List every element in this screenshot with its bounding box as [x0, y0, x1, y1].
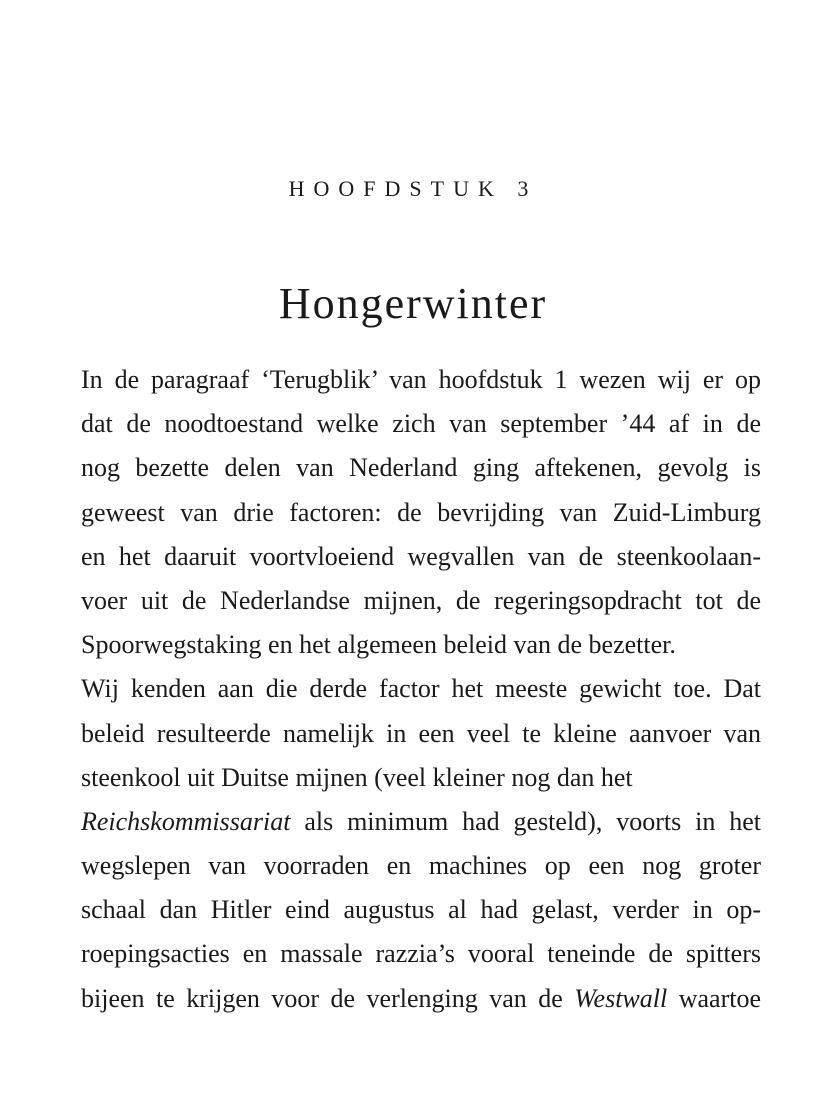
- text-line: en het daaruit voortvloeiend wegvallen van de steenkoolaan-: [81, 541, 761, 571]
- text-line: nog bezette delen van Nederland ging aftekenen, gevolg is: [81, 453, 761, 483]
- line-rest: waartoe: [667, 983, 761, 1013]
- text-line: wegslepen van voorraden en machines op een nog groter: [81, 851, 761, 881]
- body-text: [81, 358, 761, 1021]
- text-line: Spoorwegstaking en het algemeen beleid van de bezetter.: [81, 630, 676, 660]
- text-line: roepingsacties en massale razzia’s vooral teneinde de spitters: [81, 939, 761, 969]
- chapter-title: Hongerwinter: [278, 279, 548, 328]
- chapter-label: HOOFDSTUK 3: [288, 176, 538, 201]
- text-line: steenkool uit Duitse mijnen (veel kleiner nog dan het: [81, 762, 633, 792]
- text-line: geweest van drie factoren: de bevrijding van Zuid-Limburg: [81, 497, 761, 527]
- text-line: [81, 800, 761, 844]
- italic-term: Westwall: [574, 983, 668, 1013]
- text-line: [81, 977, 761, 1021]
- text-line: In de paragraaf ‘Terugblik’ van hoofdstuk 1 wezen wij er op: [81, 365, 761, 394]
- text-line: beleid resulteerde namelijk in een veel te kleine aanvoer van: [81, 718, 761, 748]
- line-rest: als minimum had gesteld), voorts in het: [290, 806, 761, 836]
- text-line: schaal dan Hitler eind augustus al had gelast, verder in op-: [81, 895, 761, 925]
- text-line: dat de noodtoestand welke zich van september ’44 af in de: [81, 409, 761, 439]
- text-line: Wij kenden aan die derde factor het meeste gewicht toe. Dat: [81, 674, 761, 704]
- italic-term: Reichskommissariat: [81, 806, 291, 836]
- line-start: bijeen te krijgen voor de verlenging van de: [81, 983, 575, 1013]
- text-line: voer uit de Nederlandse mijnen, de regeringsopdracht tot de: [81, 585, 761, 615]
